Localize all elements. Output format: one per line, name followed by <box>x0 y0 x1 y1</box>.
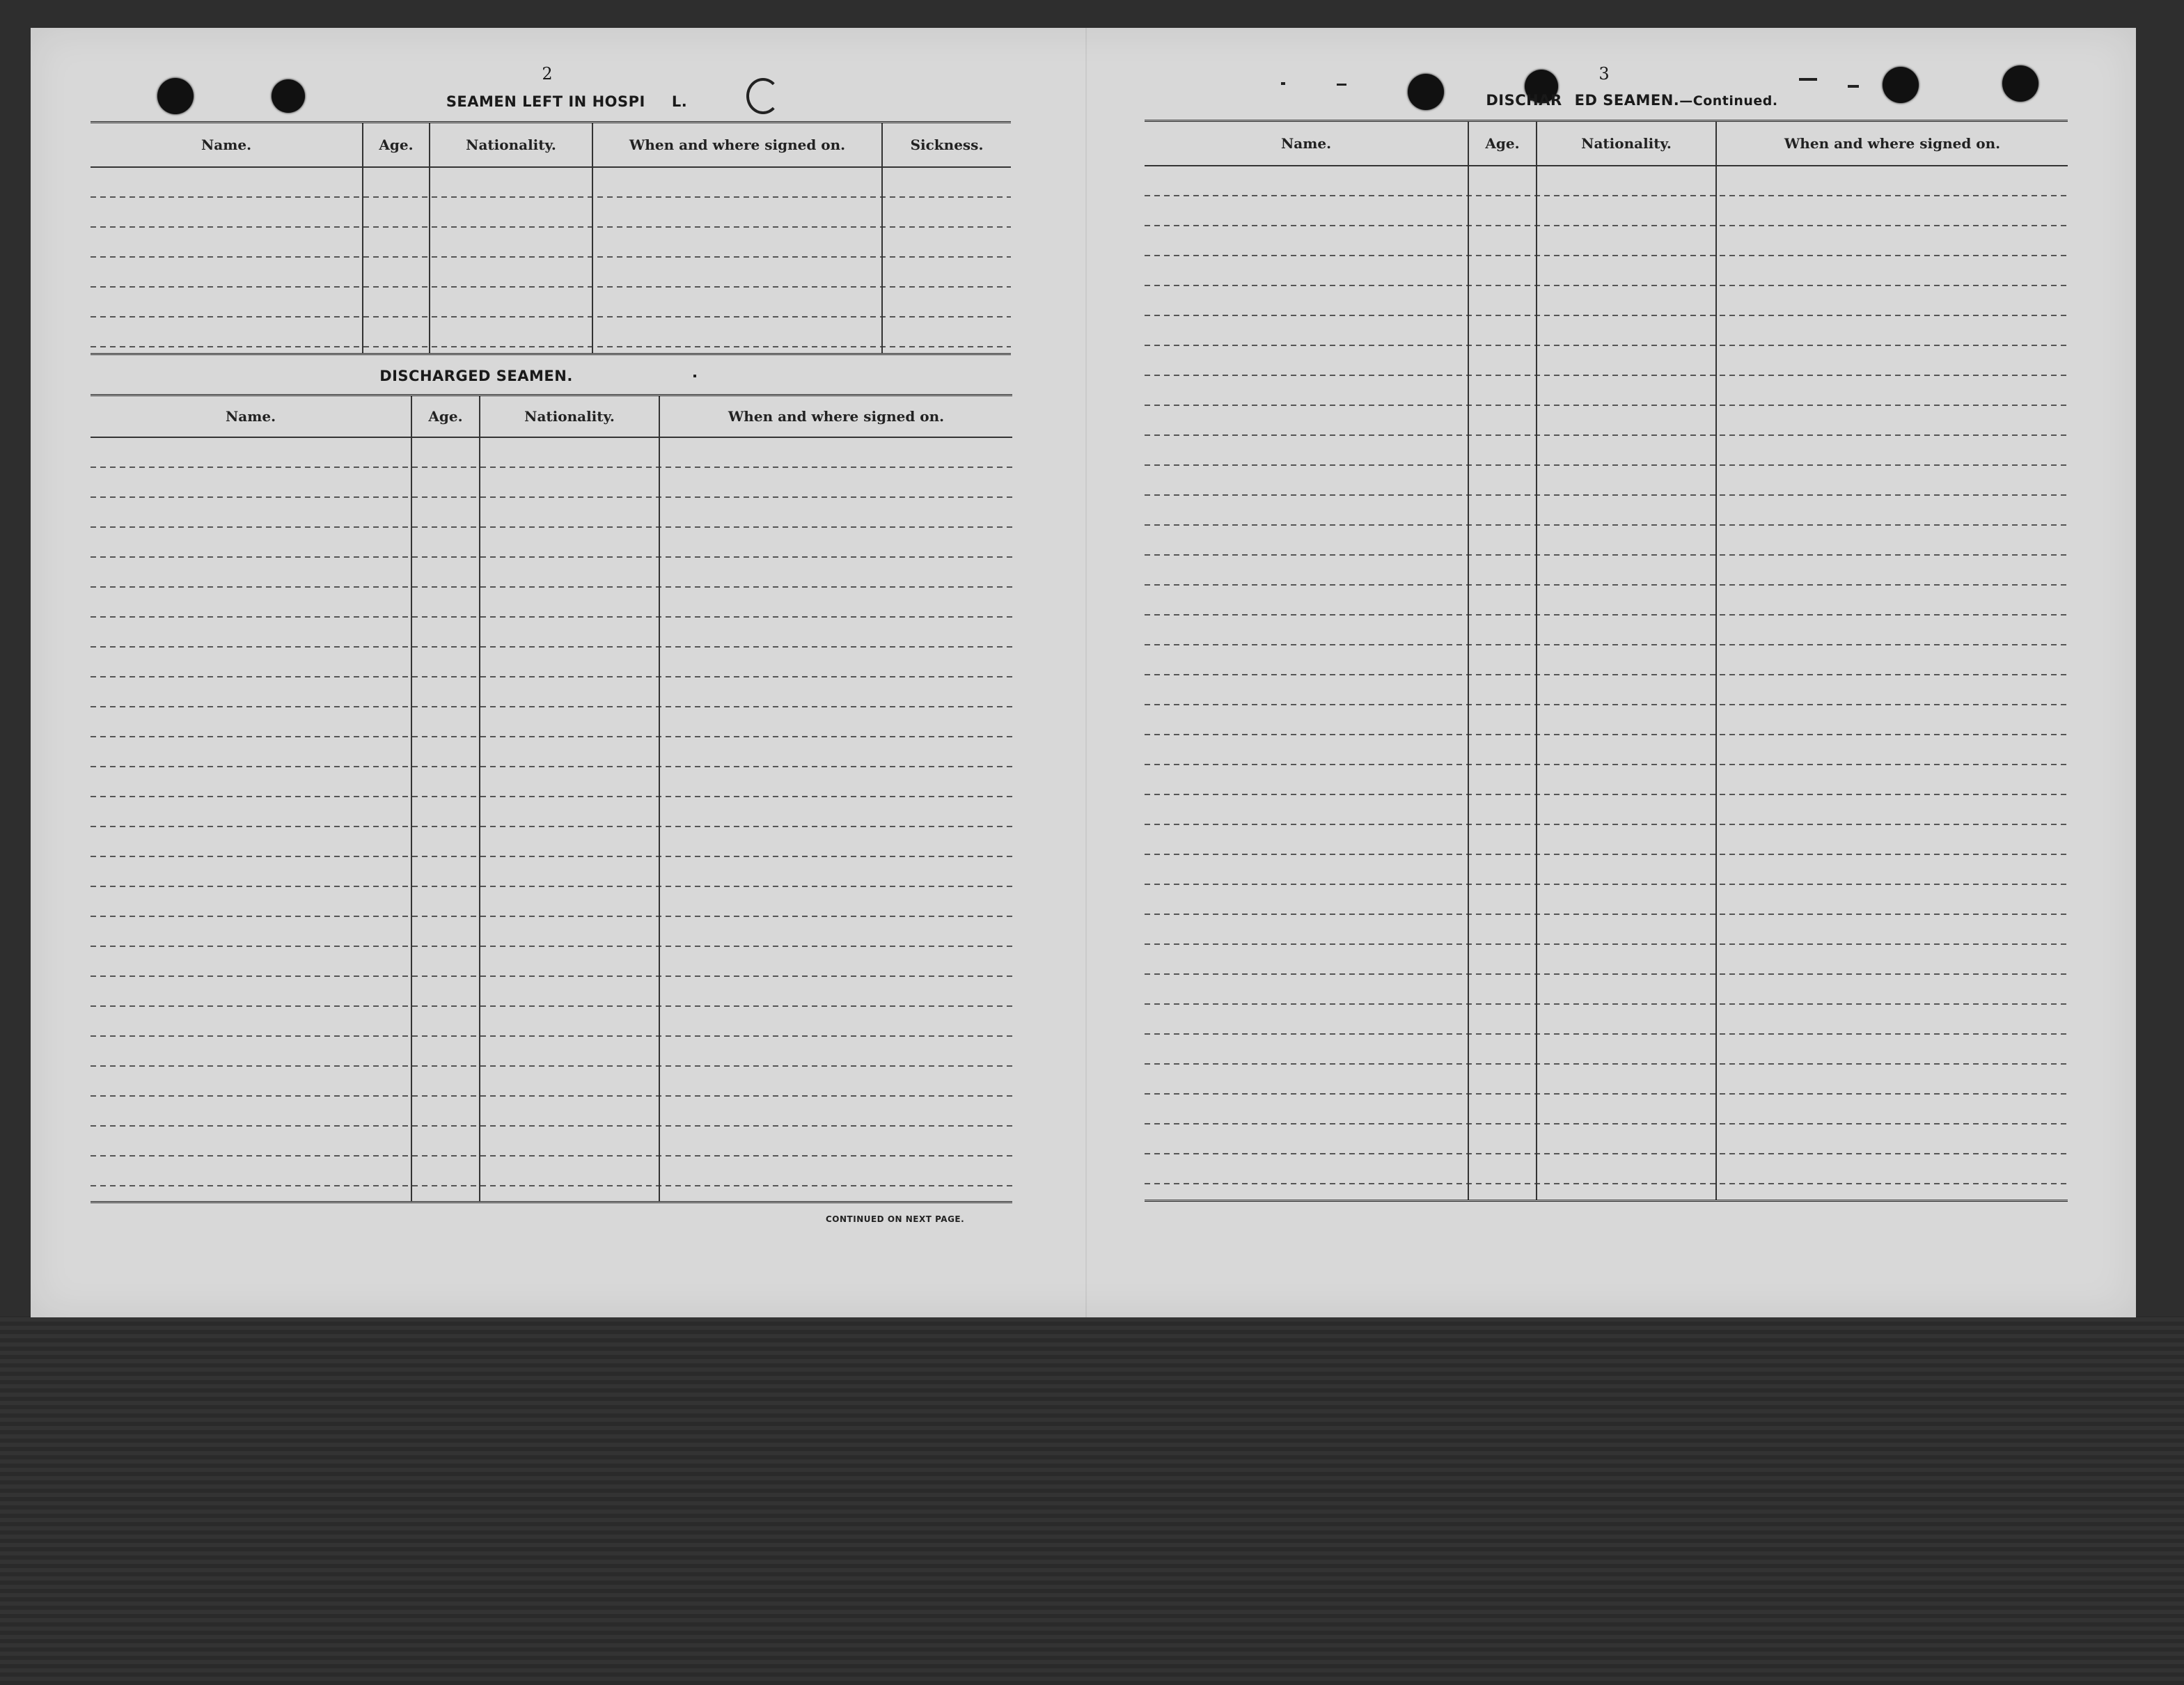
document-sheet <box>31 28 2136 1317</box>
punch-hole <box>272 79 305 113</box>
col-header-age: Age. <box>1485 135 1520 152</box>
column-divider <box>362 123 363 353</box>
ink-speck <box>1848 85 1859 88</box>
hospital-table-header <box>91 123 1011 168</box>
column-divider <box>411 396 412 1201</box>
col-header-nationality: Nationality. <box>524 408 615 425</box>
hospital-section-title: SEAMEN LEFT IN HOSPI L. <box>446 93 688 110</box>
col-header-name: Name. <box>225 408 276 425</box>
col-header-sickness: Sickness. <box>910 136 984 153</box>
discharged-section-title: DISCHARGED SEAMEN. <box>379 368 573 384</box>
column-divider <box>429 123 430 353</box>
col-header-name: Name. <box>1280 135 1332 152</box>
ink-speck <box>1337 84 1346 86</box>
column-divider <box>881 123 883 353</box>
discharged-table-right <box>1145 120 2068 1202</box>
punch-hole <box>1883 67 1919 103</box>
ink-speck <box>1799 78 1817 81</box>
right-page-number: 3 <box>1598 64 1610 84</box>
left-page-number: 2 <box>542 64 553 84</box>
column-divider <box>479 396 480 1201</box>
column-divider <box>1715 122 1717 1200</box>
col-header-age: Age. <box>379 136 414 153</box>
col-header-signed-on: When and where signed on. <box>728 408 945 425</box>
discharged-table-left <box>91 394 1012 1203</box>
discharged-table-right-rows <box>1145 166 2068 1200</box>
punch-hole <box>1408 74 1444 110</box>
col-header-nationality: Nationality. <box>466 136 556 153</box>
hospital-table-rows <box>91 168 1011 353</box>
column-divider <box>1468 122 1469 1200</box>
column-divider <box>1536 122 1537 1200</box>
punch-hole <box>2002 65 2038 102</box>
column-divider <box>592 123 593 353</box>
punch-hole <box>157 78 194 114</box>
col-header-signed-on: When and where signed on. <box>629 136 846 153</box>
discharged-table-right-header <box>1145 122 2068 166</box>
col-header-age: Age. <box>428 408 463 425</box>
col-header-name: Name. <box>201 136 252 153</box>
hospital-table <box>91 121 1011 355</box>
column-divider <box>659 396 660 1201</box>
scanner-background <box>0 1316 2184 1685</box>
page-fold <box>1085 28 1087 1317</box>
discharged-table-left-rows <box>91 438 1012 1201</box>
col-header-signed-on: When and where signed on. <box>1784 135 2001 152</box>
col-header-nationality: Nationality. <box>1581 135 1672 152</box>
discharged-continued-title: DISCHAR ED SEAMEN.—Continued. <box>1486 92 1778 109</box>
continued-note: CONTINUED ON NEXT PAGE. <box>826 1214 965 1224</box>
ink-speck <box>693 375 696 377</box>
punch-hole-outline <box>746 78 780 114</box>
ink-speck <box>1281 82 1285 85</box>
discharged-table-left-header <box>91 396 1012 438</box>
